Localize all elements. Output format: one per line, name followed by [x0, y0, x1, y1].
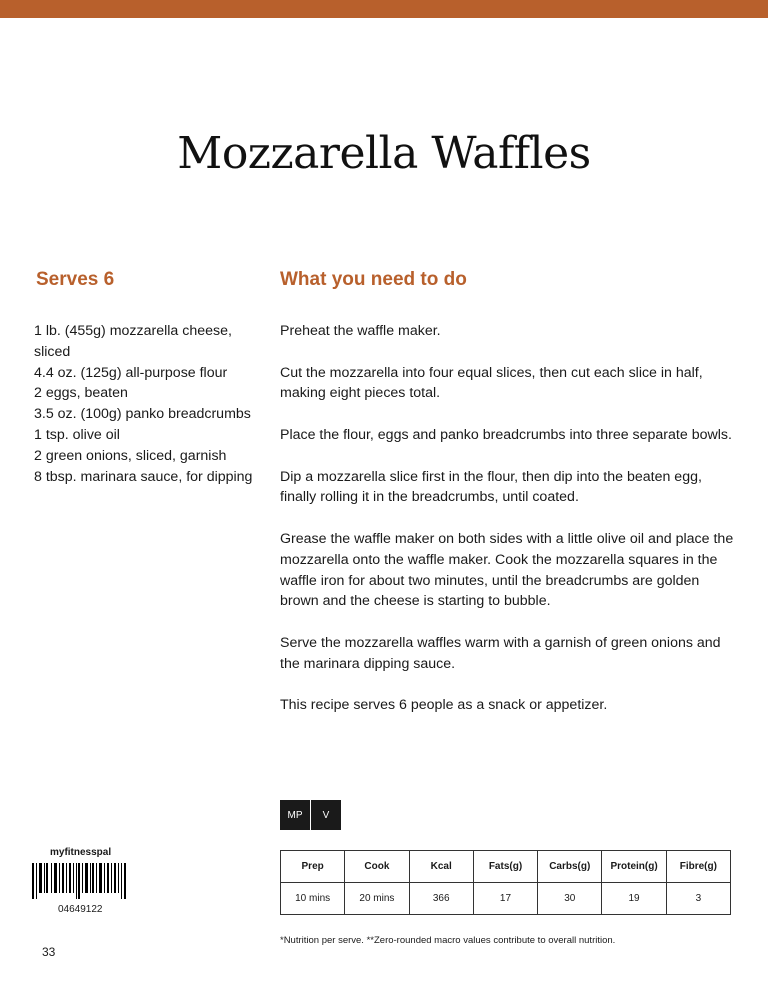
- header-fats: Fats(g): [473, 851, 537, 883]
- nutrition-value-row: [281, 883, 731, 915]
- value-prep: 10 mins: [281, 883, 345, 915]
- value-protein: 19: [602, 883, 666, 915]
- ingredient-item: 8 tbsp. marinara sauce, for dipping: [34, 468, 253, 485]
- method-steps: [280, 321, 740, 737]
- method-step: Serve the mozzarella waffles warm with a garnish of green onions and the marinara dipping sauce.: [280, 634, 721, 672]
- tag-v: V: [311, 800, 341, 830]
- barcode-number: 04649122: [58, 904, 103, 915]
- header-prep: Prep: [281, 851, 345, 883]
- header-kcal: Kcal: [409, 851, 473, 883]
- ingredients-list: [34, 321, 254, 487]
- header-protein: Protein(g): [602, 851, 666, 883]
- nutrition-footnote: *Nutrition per serve. **Zero-rounded macro values contribute to overall nutrition.: [280, 935, 616, 946]
- barcode-icon: [32, 863, 130, 901]
- serves-heading: Serves 6: [36, 269, 115, 290]
- method-step: This recipe serves 6 people as a snack or appetizer.: [280, 697, 608, 714]
- method-step: Preheat the waffle maker.: [280, 323, 441, 339]
- ingredient-item: 4.4 oz. (125g) all-purpose flour: [34, 364, 228, 381]
- header-fibre: Fibre(g): [666, 851, 730, 883]
- value-fats: 17: [473, 883, 537, 915]
- method-step: Dip a mozzarella slice first in the flour, then dip into the beaten egg, finally rolling it in the breadcrumbs, until coated.: [280, 468, 702, 506]
- ingredient-item: 2 eggs, beaten: [34, 385, 128, 402]
- myfitnesspal-label: myfitnesspal: [50, 847, 112, 858]
- header-cook: Cook: [345, 851, 409, 883]
- ingredient-item: 1 tsp. olive oil: [34, 426, 120, 443]
- tag-mp: MP: [280, 800, 310, 830]
- ingredient-item: 3.5 oz. (100g) panko breadcrumbs: [34, 406, 251, 423]
- page-number: 33: [42, 945, 56, 959]
- value-kcal: 366: [409, 883, 473, 915]
- ingredient-item: 1 lb. (455g) mozzarella cheese, sliced: [34, 323, 232, 360]
- method-step: Cut the mozzarella into four equal slices, then cut each slice in half, making eight pieces total.: [280, 364, 703, 402]
- ingredient-item: 2 green onions, sliced, garnish: [34, 447, 227, 464]
- method-step: Grease the waffle maker on both sides with a little olive oil and place the mozzarella onto the waffle maker. Cook the mozzarella squares in the waffle iron for about two minutes, until the breadcrumbs are golden brown and the cheese is starting to bubble.: [280, 530, 734, 610]
- value-carbs: 30: [538, 883, 602, 915]
- header-carbs: Carbs(g): [538, 851, 602, 883]
- top-accent-bar: [0, 0, 768, 18]
- recipe-title: Mozzarella Waffles: [177, 128, 591, 179]
- diet-tags: [280, 800, 342, 830]
- value-fibre: 3: [666, 883, 730, 915]
- nutrition-header-row: [281, 851, 731, 883]
- method-step: Place the flour, eggs and panko breadcrumbs into three separate bowls.: [280, 426, 732, 443]
- value-cook: 20 mins: [345, 883, 409, 915]
- steps-heading: What you need to do: [280, 269, 467, 290]
- nutrition-table: [280, 850, 731, 915]
